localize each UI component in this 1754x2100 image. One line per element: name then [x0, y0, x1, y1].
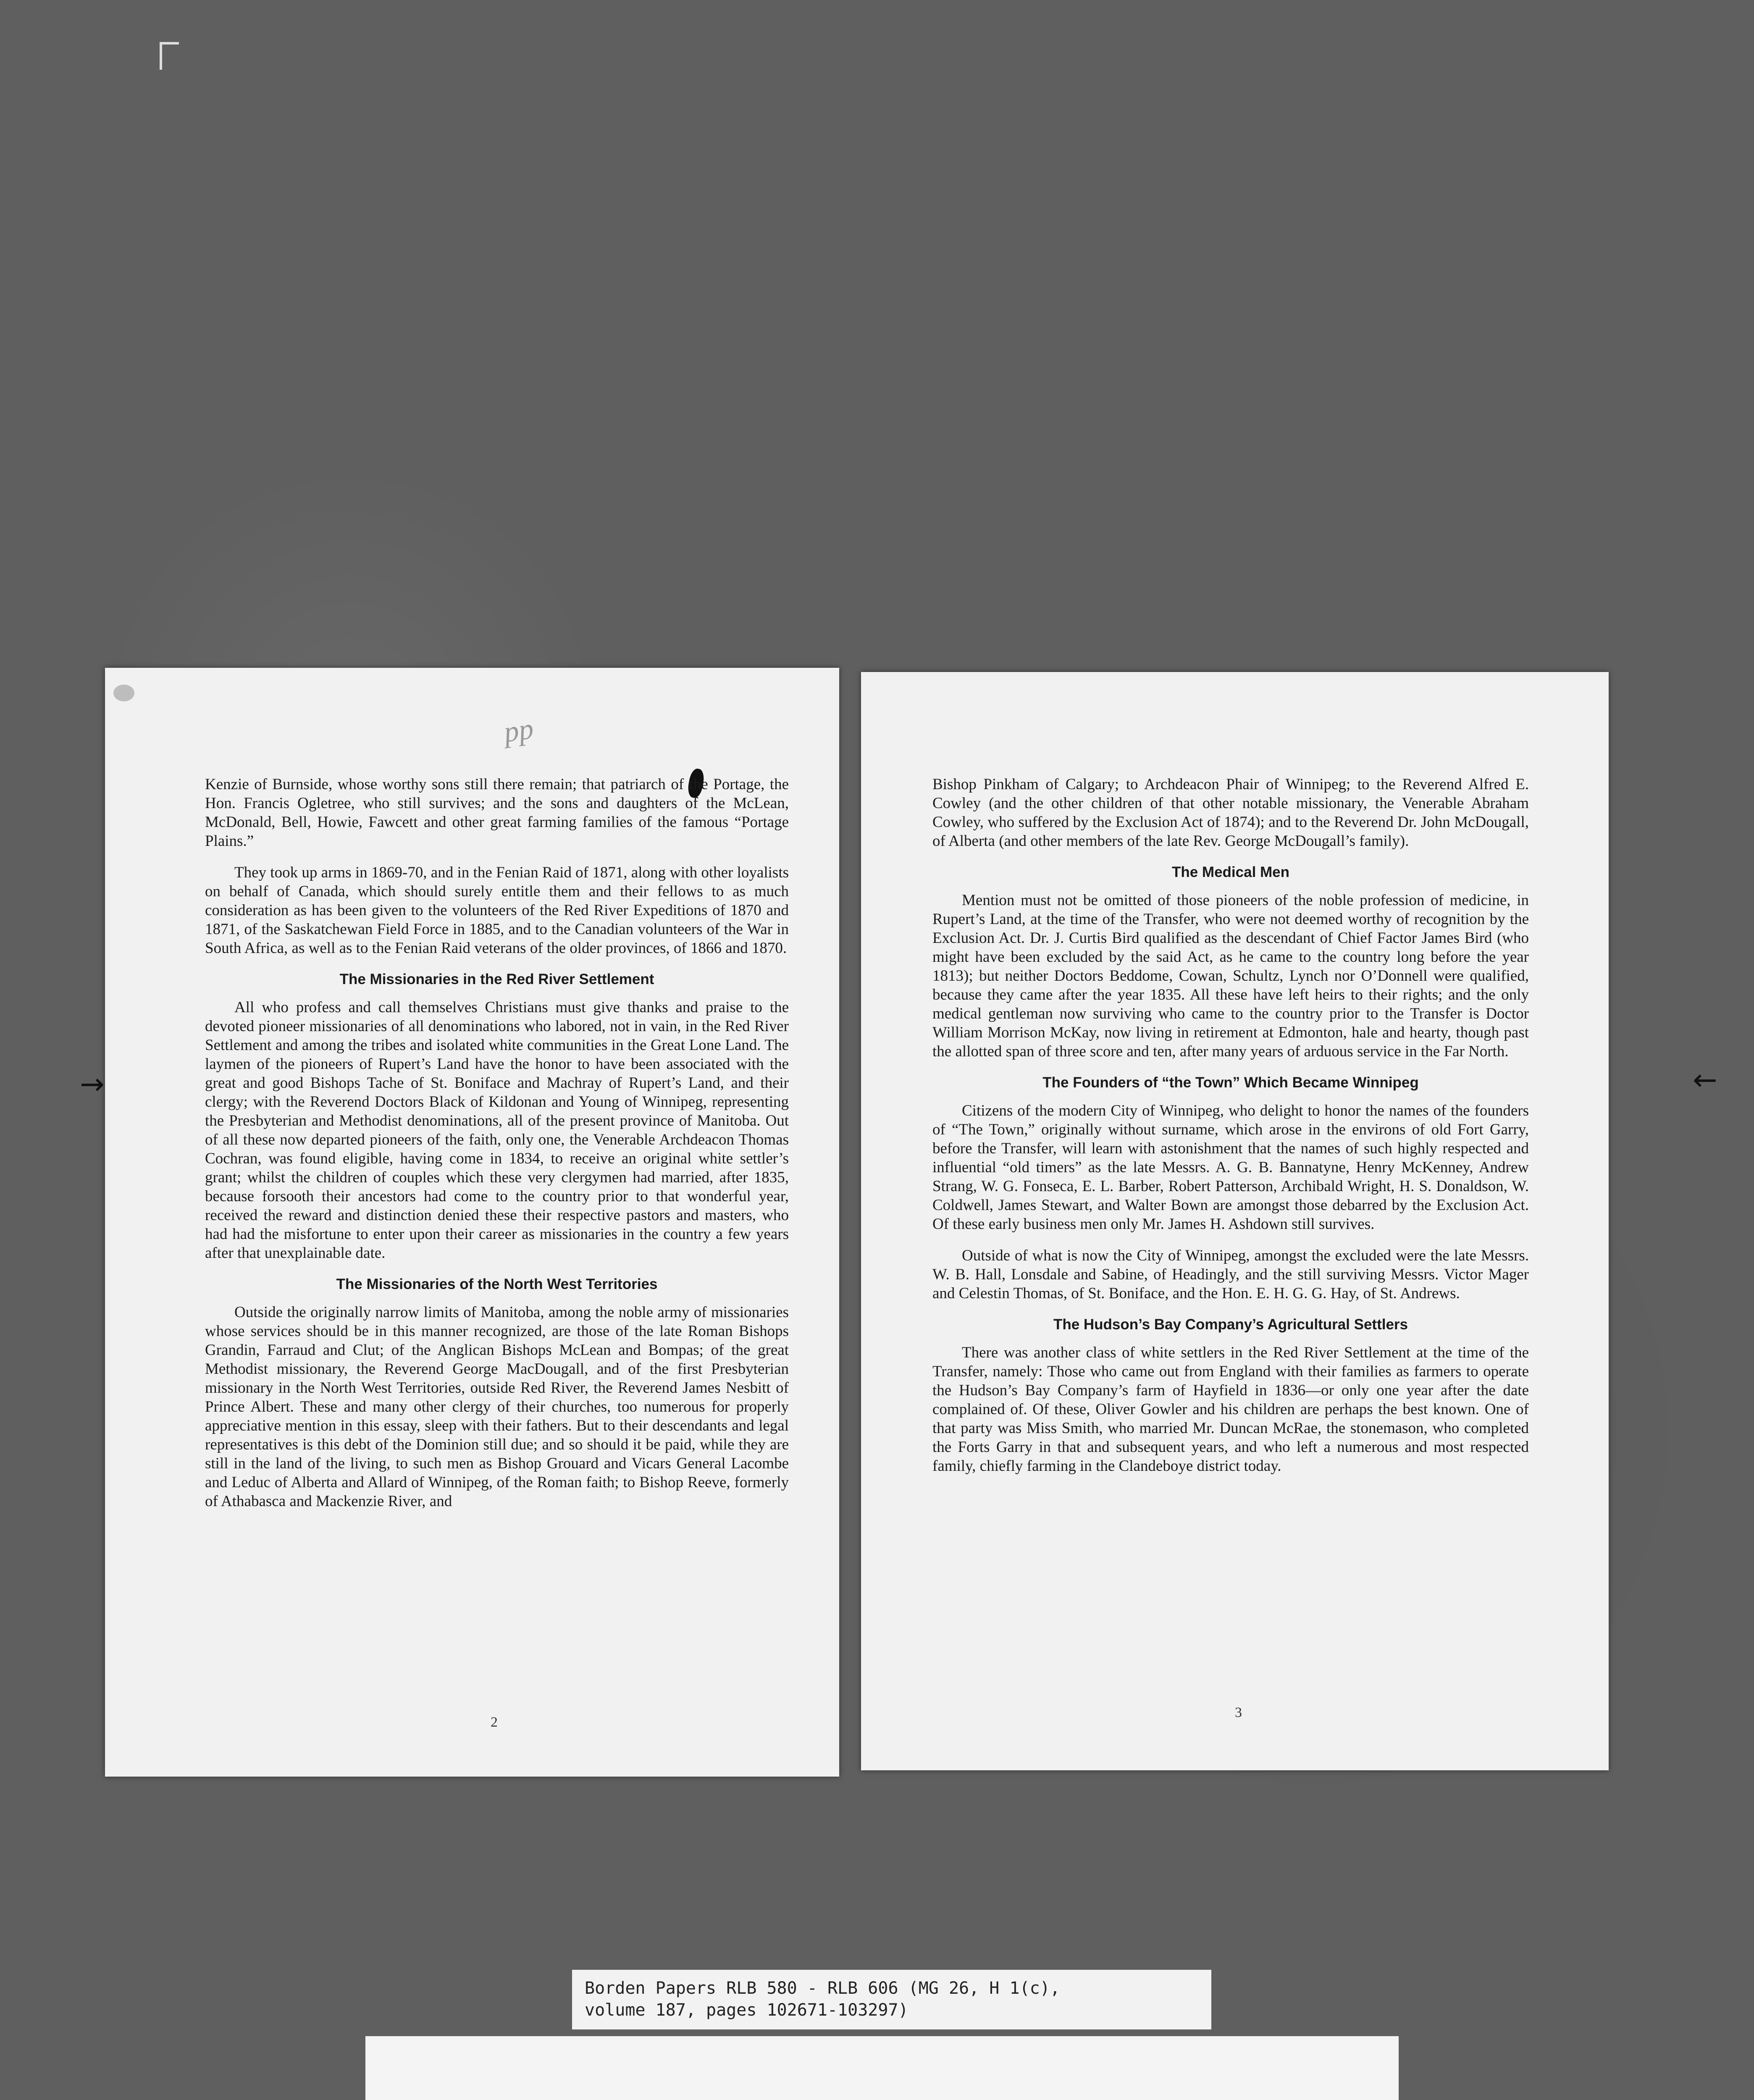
- reference-label-line-1: Borden Papers RLB 580 - RLB 606 (MG 26, H 1(c),: [585, 1979, 1060, 1998]
- archive-card: [365, 2036, 1399, 2100]
- left-page: [105, 668, 839, 1777]
- paragraph: All who profess and call themselves Christians must give thanks and praise to the devoted pioneer missionaries of all denominations who labored, not in vain, in the Red River Settlement and among the tribes and isolated white communities in the Great Lone Land. The laymen of the pioneers of Rupert’s Land have the honor to have been associated with the great and good Bishops Tache of St. Boniface and Machray of Rupert’s Land, and their clergy; with the Reverend Doctors Black of Kildonan and Young of Winnipeg, representing the Presbyterian and Methodist denominations, all of the present province of Manitoba. Out of all these now departed pioneers of the faith, only one, the Venerable Archdeacon Thomas Cochran, was found eligible, having come in 1834, to receive an original white settler’s grant; whilst the children of couples which these very clergymen had married, after 1835, because forsooth their ancestors had come to the country prior to that wonderful year, received the reward and distinction denied these their respective pastors and masters, who had had the misfortune to enter upon their career as missionaries in the country a few years after that unexplainable date.: [205, 999, 789, 1262]
- section-heading: The Missionaries of the North West Territories: [336, 1276, 658, 1292]
- section-heading: The Hudson’s Bay Company’s Agricultural Settlers: [1053, 1316, 1408, 1333]
- reference-label-line-2: volume 187, pages 102671-103297): [585, 2000, 909, 2020]
- section-heading: The Medical Men: [1171, 864, 1290, 880]
- pencil-annotation: pp: [502, 712, 536, 749]
- left-page-text-column: [205, 775, 789, 1523]
- section-heading: The Founders of “the Town” Which Became Winnipeg: [1042, 1074, 1419, 1091]
- section-heading: The Missionaries in the Red River Settlement: [339, 971, 654, 987]
- right-page-number: 3: [1235, 1705, 1242, 1720]
- left-edge-arrow-icon: →: [80, 1067, 105, 1101]
- paragraph: Bishop Pinkham of Calgary; to Archdeacon Phair of Winnipeg; to the Reverend Alfred E. Cowley (and the other children of that other notable missionary, the Venerable Abraham Cowley, who suffered by the Exclusion Act of 1874); and to the Reverend Dr. John McDougall, of Alberta (and other members of the late Rev. George McDougall’s family).: [932, 776, 1529, 850]
- crop-corner-mark: [160, 42, 179, 70]
- left-page-number: 2: [491, 1714, 498, 1730]
- punch-hole: [113, 685, 134, 701]
- paragraph: Outside of what is now the City of Winnipeg, amongst the excluded were the late Messrs. W. B. Hall, Lonsdale and Sabine, of Headingly, and the still surviving Messrs. Victor Mager and Celestin Thomas, of St. Boniface, and the Hon. E. H. G. G. Hay, of St. Andrews.: [932, 1247, 1529, 1302]
- paragraph: Mention must not be omitted of those pioneers of the noble profession of medicine, in Rupert’s Land, at the time of the Transfer, who were not deemed worthy of recognition by the Exclusion Act. Dr. J. Curtis Bird qualified as the descendant of Chief Factor James Bird (who might have been excluded by the said Act, as he came to the country long before the year 1813); but neither Doctors Beddome, Cowan, Schultz, Lynch nor O’Donnell were qualified, because they came after the year 1835. All these have left heirs to their rights; and the only medical gentleman now surviving who came to the country prior to the Transfer is Doctor William Morrison McKay, now living in retirement at Edmonton, hale and hearty, though past the allotted span of three score and ten, after many years of arduous service in the Far North.: [932, 892, 1529, 1060]
- right-page: [861, 672, 1609, 1770]
- paragraph: Citizens of the modern City of Winnipeg, who delight to honor the names of the founders of “The Town,” originally without surname, which arose in the environs of old Fort Garry, before the Transfer, will learn with astonishment that the names of such highly respected and influential “old timers” as the late Messrs. A. G. B. Bannatyne, Henry McKenney, Andrew Strang, W. G. Fonseca, E. L. Barber, Robert Patterson, Archibald Wright, H. S. Donaldson, W. Coldwell, James Stewart, and Walter Bown are amongst those debarred by the Exclusion Act. Of these early business men only Mr. James H. Ashdown still survives.: [932, 1102, 1529, 1233]
- paragraph: Outside the originally narrow limits of Manitoba, among the noble army of missionaries whose services should be in this manner recognized, are those of the late Roman Bishops Grandin, Farraud and Clut; of the Anglican Bishops McLean and Bompas; of the great Methodist missionary, the Reverend George MacDougall, and of the first Presbyterian missionary in the North West Territories, outside Red River, the Reverend James Nesbitt of Prince Albert. These and many other clergy of their churches, too numerous for properly appreciative mention in this essay, sleep with their fathers. But to their descendants and legal representatives is this debt of the Dominion still due; and so should it be paid, while they are still in the land of the living, to such men as Bishop Grouard and Vicars General Lacombe and Leduc of Alberta and Allard of Winnipeg, of the Roman faith; to Bishop Reeve, formerly of Athabasca and Mackenzie River, and: [205, 1304, 789, 1510]
- right-page-text-column: [932, 775, 1529, 1488]
- reference-label: [572, 1970, 1211, 2029]
- paragraph: Kenzie of Burnside, whose worthy sons still there remain; that patriarch of the Portage, the Hon. Francis Ogletree, who still survives; and the sons and daughters of the McLean, McDonald, Bell, Howie, Fawcett and other great farming families of the famous “Portage Plains.”: [205, 776, 789, 850]
- right-edge-arrow-icon: ←: [1693, 1063, 1717, 1097]
- paragraph: They took up arms in 1869-70, and in the Fenian Raid of 1871, along with other loyalists on behalf of Canada, which should surely entitle them and their fellows to as much consideration as has been given to the volunteers of the Red River Expeditions of 1870 and 1871, of the Saskatchewan Field Force in 1885, and to the Canadian volunteers of the War in South Africa, as well as to the Fenian Raid veterans of the older provinces, of 1866 and 1870.: [205, 864, 789, 957]
- paragraph: There was another class of white settlers in the Red River Settlement at the time of the Transfer, namely: Those who came out from England with their families as farmers to operate the Hudson’s Bay Company’s farm of Hayfield in 1836—or only one year after the date complained of. Of these, Oliver Gowler and his children are perhaps the best known. One of that party was Miss Smith, who married Mr. Duncan McRae, the stonemason, who completed the Forts Garry in that and subsequent years, and who left a numerous and most respected family, chiefly farming in the Clandeboye district today.: [932, 1344, 1529, 1475]
